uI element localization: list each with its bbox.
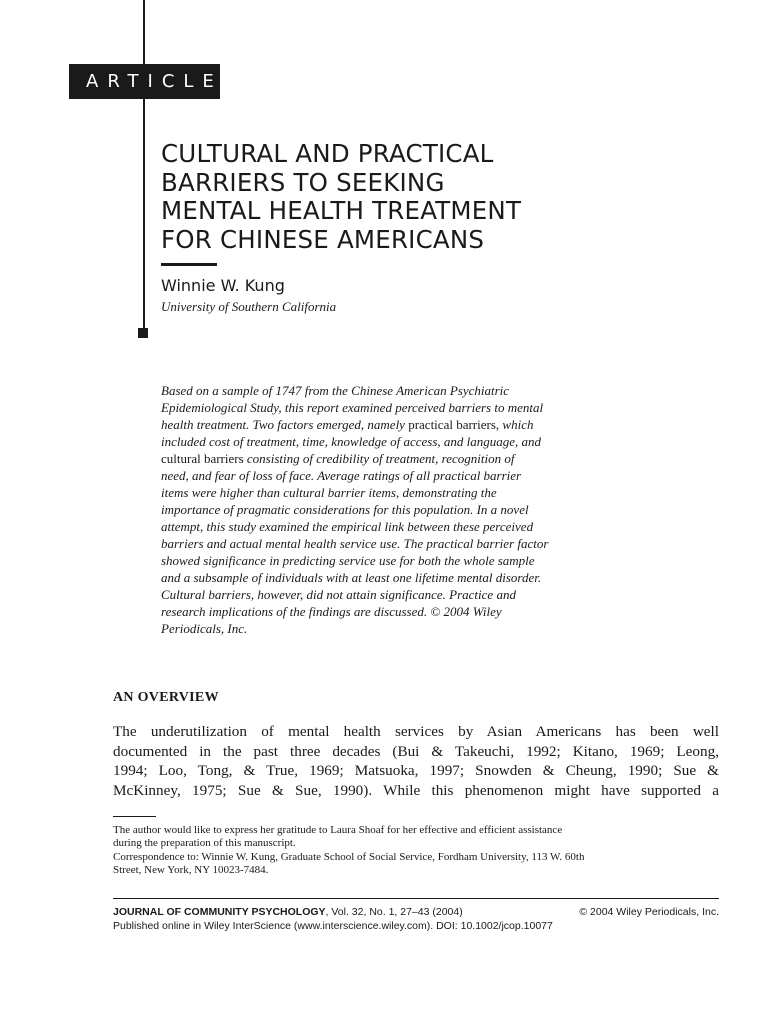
footnote-line: The author would like to express her gratitude to Laura Shoaf for her effective and efficient assistance bbox=[113, 824, 563, 836]
abstract-line: cultural barriers consisting of credibility of treatment, recognition of bbox=[161, 451, 515, 466]
abstract-line: health treatment. Two factors emerged, namely practical barriers, which bbox=[161, 417, 534, 432]
abstract-line: attempt, this study examined the empirical link between these perceived bbox=[161, 519, 534, 534]
footnote bbox=[113, 824, 723, 878]
abstract-line: and a subsample of individuals with at least one lifetime mental disorder. bbox=[161, 570, 542, 585]
abstract-line: showed significance in predicting service use for both the whole sample bbox=[161, 553, 535, 568]
footnote-rule bbox=[113, 816, 156, 817]
abstract-line: research implications of the findings are discussed. © 2004 Wiley bbox=[161, 604, 502, 619]
title-line: MENTAL HEALTH TREATMENT bbox=[161, 196, 522, 225]
footnote-line: Correspondence to: Winnie W. Kung, Graduate School of Social Service, Fordham University, 113 W. 60th bbox=[113, 850, 585, 863]
rule-end-square bbox=[138, 328, 148, 338]
journal-name: JOURNAL OF COMMUNITY PSYCHOLOGY bbox=[113, 906, 326, 918]
author-affiliation: University of Southern California bbox=[161, 299, 337, 314]
journal-copyright: © 2004 Wiley Periodicals, Inc. bbox=[579, 906, 719, 918]
abstract-line: Based on a sample of 1747 from the Chinese American Psychiatric bbox=[161, 383, 510, 398]
abstract-line: Cultural barriers, however, did not attain significance. Practice and bbox=[161, 587, 516, 602]
title-underline bbox=[161, 263, 217, 266]
journal-online: Published online in Wiley InterScience (www.interscience.wiley.com). DOI: 10.1002/jcop.10077 bbox=[113, 920, 553, 932]
footnote-line: Street, New York, NY 10023-7484. bbox=[113, 864, 269, 877]
title-line: BARRIERS TO SEEKING bbox=[161, 167, 445, 197]
author-name: Winnie W. Kung bbox=[161, 276, 285, 295]
abstract-line: items were higher than cultural barrier items, demonstrating the bbox=[161, 485, 497, 500]
abstract bbox=[161, 382, 621, 637]
article-tag: ARTICLE bbox=[69, 64, 220, 99]
abstract-line: need, and fear of loss of face. Average ratings of all practical barrier bbox=[161, 468, 522, 483]
abstract-line: importance of pragmatic considerations for this population. In a novel bbox=[161, 502, 529, 517]
abstract-line: barriers and actual mental health service use. The practical barrier factor bbox=[161, 536, 549, 551]
journal-rule bbox=[113, 898, 719, 899]
abstract-line: included cost of treatment, time, knowledge of access, and language, and bbox=[161, 434, 542, 449]
footnote-line: during the preparation of this manuscript. bbox=[113, 837, 296, 850]
article-title bbox=[161, 140, 581, 254]
abstract-line: Epidemiological Study, this report examined perceived barriers to mental bbox=[161, 400, 544, 415]
body-line: The underutilization of mental health services by Asian Americans has been well bbox=[113, 723, 719, 740]
body-paragraph bbox=[113, 722, 719, 800]
journal-citation-row bbox=[113, 905, 719, 919]
body-line: 1994; Loo, Tong, & True, 1969; Matsuoka, 1997; Snowden & Cheung, 1990; Sue & bbox=[113, 762, 719, 779]
title-line: FOR CHINESE AMERICANS bbox=[161, 224, 485, 254]
journal-info bbox=[113, 905, 719, 933]
title-line: CULTURAL AND PRACTICAL bbox=[161, 139, 494, 168]
journal-citation: JOURNAL OF COMMUNITY PSYCHOLOGY, Vol. 32, No. 1, 27–43 (2004) bbox=[113, 906, 463, 918]
body-line: McKinney, 1975; Sue & Sue, 1990). While this phenomenon might have supported a bbox=[113, 781, 719, 799]
abstract-line: Periodicals, Inc. bbox=[161, 621, 248, 636]
section-heading: AN OVERVIEW bbox=[113, 690, 219, 705]
body-line: documented in the past three decades (Bui & Takeuchi, 1992; Kitano, 1969; Leong, bbox=[113, 742, 719, 760]
vertical-rule bbox=[143, 0, 145, 333]
